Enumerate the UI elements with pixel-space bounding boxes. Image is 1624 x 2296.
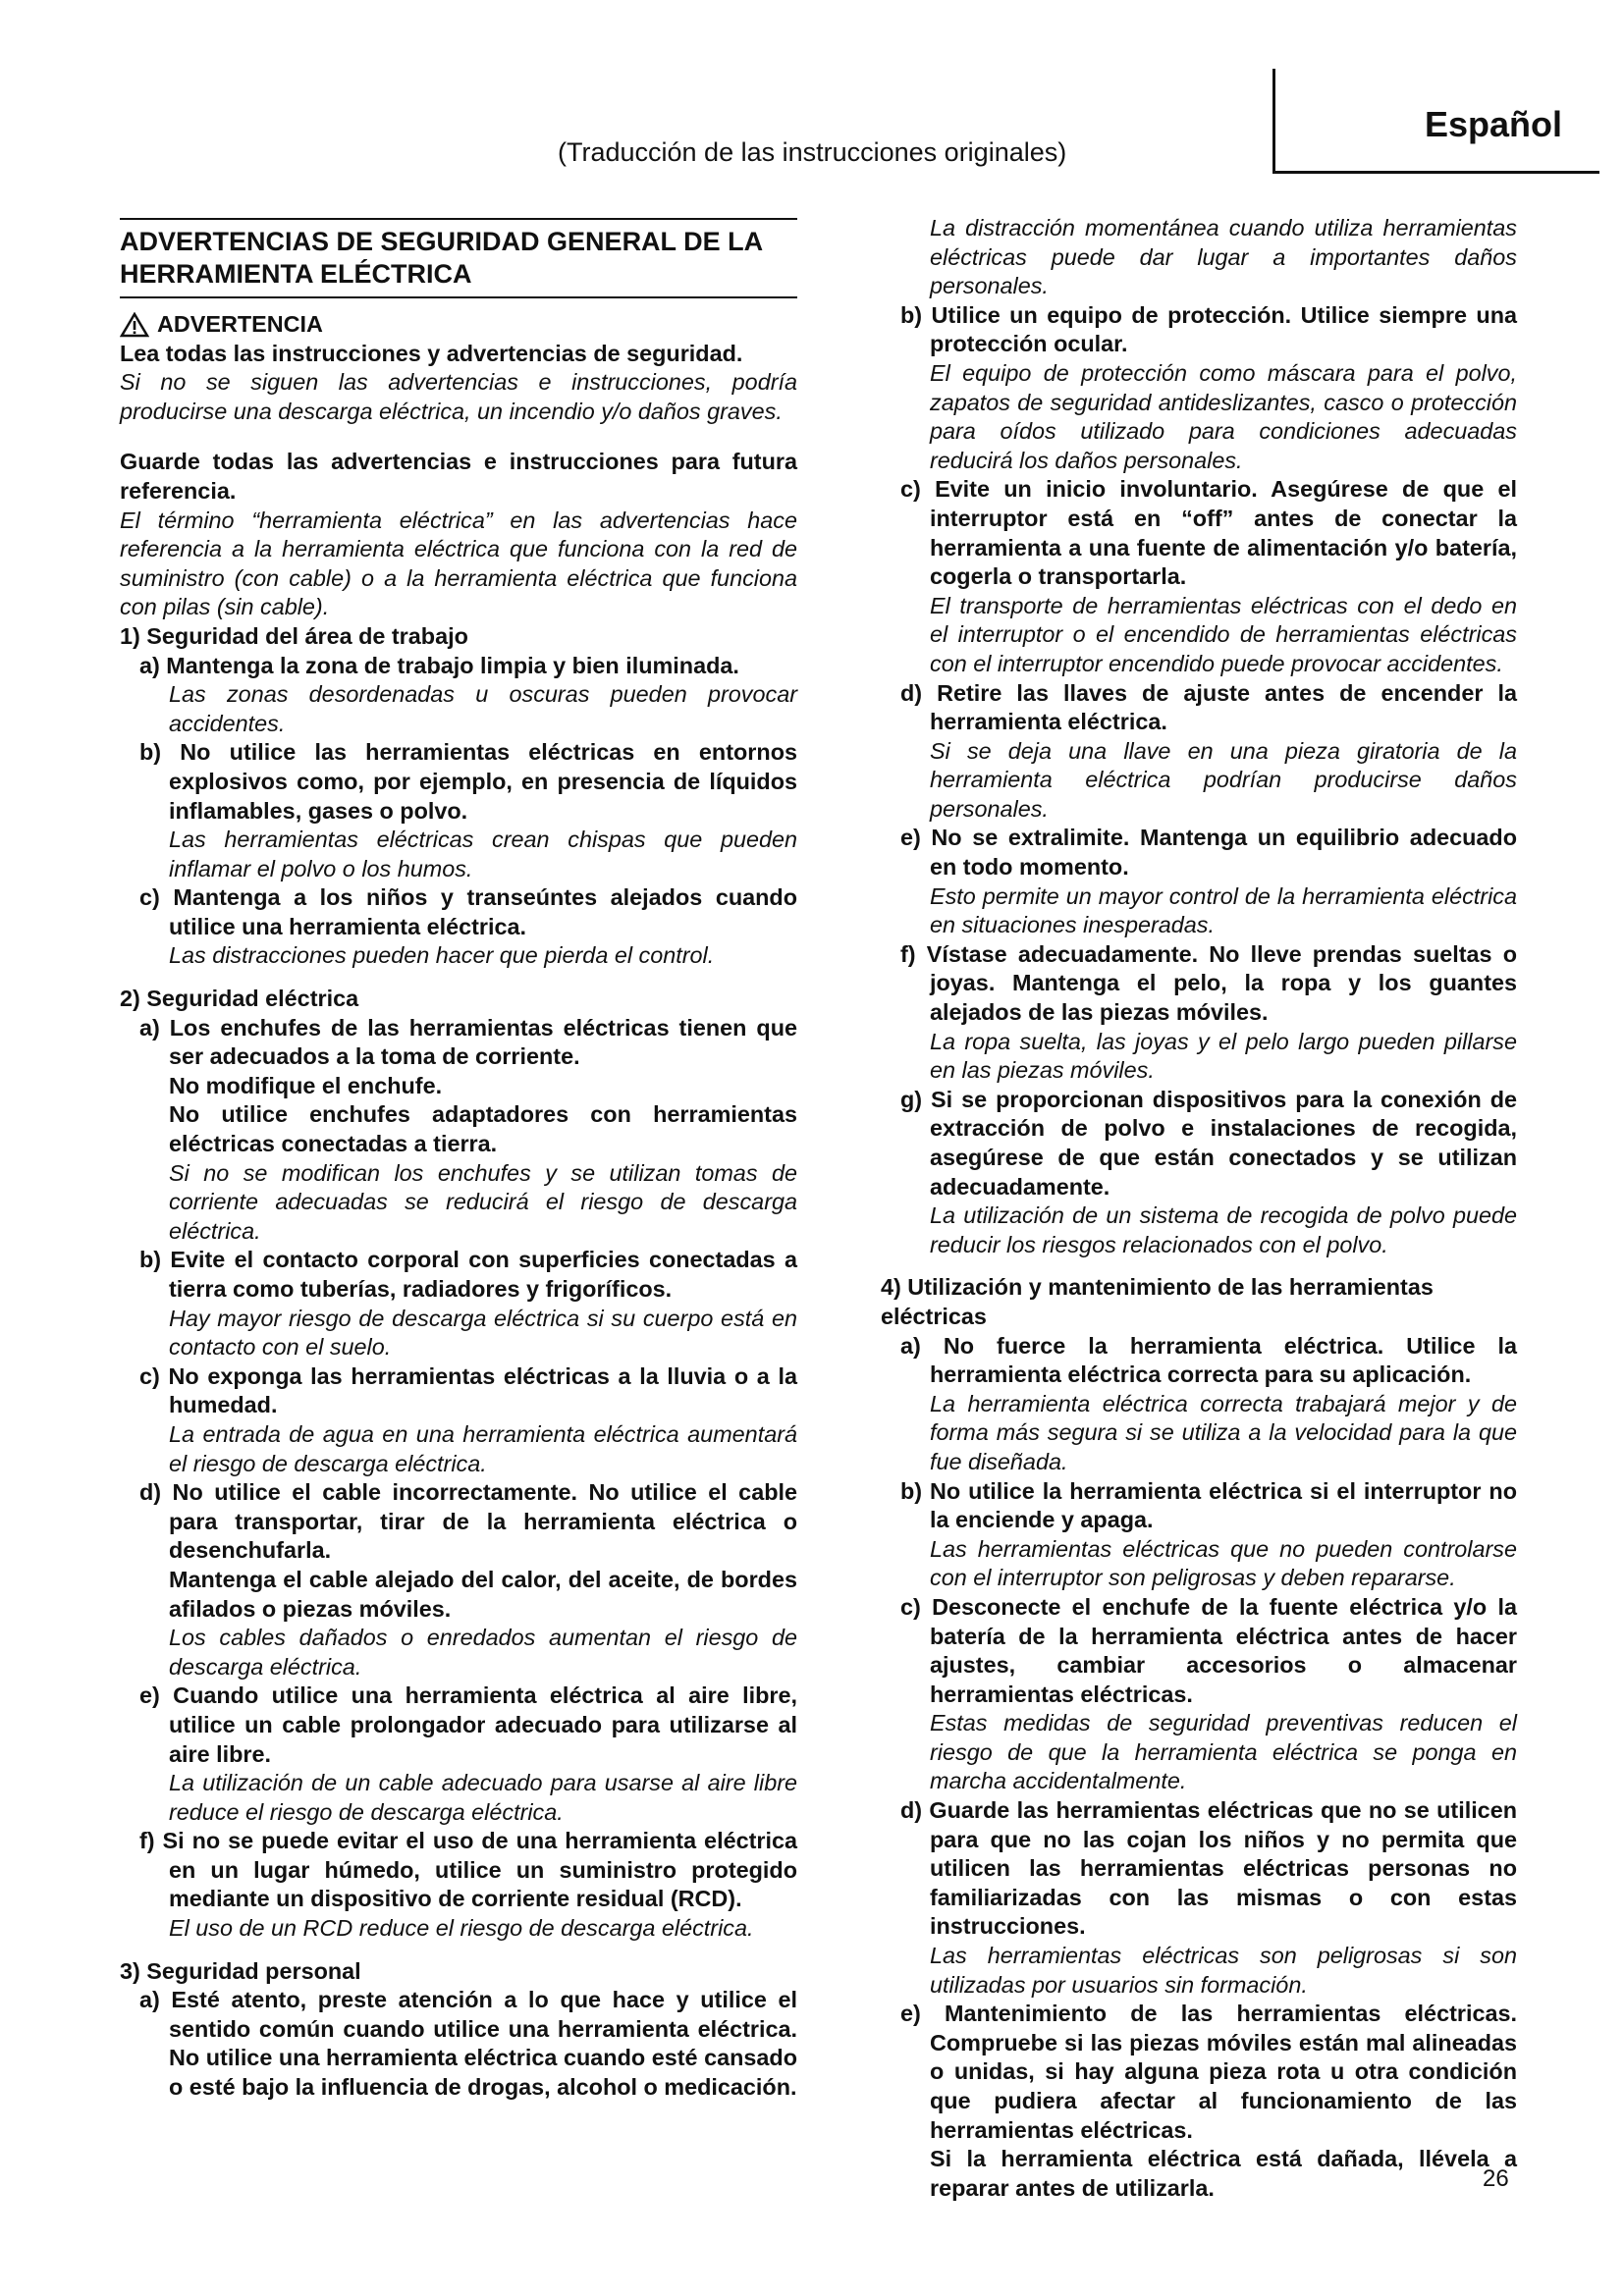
section-tool-use: 4) Utilización y mantenimiento de las herramientas eléctricas xyxy=(881,1274,1434,1329)
item-4c: c) Desconecte el enchufe de la fuente eléctrica y/o la batería de la herramienta eléctrica antes de hacer ajustes, cambiar accesorios o almacenar herramientas eléctricas. xyxy=(900,1593,1517,1707)
item-4e-line2: Si la herramienta eléctrica está dañada, llévela a reparar antes de utilizarla. xyxy=(930,2146,1517,2201)
item-4a: a) No fuerce la herramienta eléctrica. Utilice la herramienta eléctrica correcta para su aplicación. xyxy=(900,1332,1517,1388)
keep-instructions-italic: El término “herramienta eléctrica” en las advertencias hace referencia a la herramienta eléctrica que funciona con la red de suministro (con cable) o a la herramienta eléctrica que funciona con pilas (sin cable). xyxy=(120,507,797,620)
item-2b-note: Hay mayor riesgo de descarga eléctrica si su cuerpo está en contacto con el suelo. xyxy=(169,1305,797,1361)
item-1a: a) Mantenga la zona de trabajo limpia y bien iluminada. xyxy=(139,652,739,678)
item-2b: b) Evite el contacto corporal con superficies conectadas a tierra como tuberías, radiadores y frigoríficos. xyxy=(139,1247,797,1302)
item-4c-note: Estas medidas de seguridad preventivas reducen el riesgo de que la herramienta eléctrica se ponga en marcha accidentalmente. xyxy=(930,1710,1517,1794)
item-4d: d) Guarde las herramientas eléctricas que no se utilicen para que no las cojan los niños y no permita que utilicen las herramientas eléctricas personas no familiarizadas con las mismas o con estas instrucciones. xyxy=(900,1797,1517,1940)
item-2e-note: La utilización de un cable adecuado para usarse al aire libre reduce el riesgo de descarga eléctrica. xyxy=(169,1770,797,1825)
item-1a-note: Las zonas desordenadas u oscuras pueden provocar accidentes. xyxy=(169,681,797,736)
item-3a-note: La distracción momentánea cuando utiliza herramientas eléctricas puede dar lugar a importantes daños personales. xyxy=(930,215,1517,299)
warning-label: ADVERTENCIA xyxy=(157,311,323,337)
item-3e-note: Esto permite un mayor control de la herramienta eléctrica en situaciones inesperadas. xyxy=(930,882,1517,938)
item-2d-note: Los cables dañados o enredados aumentan el riesgo de descarga eléctrica. xyxy=(169,1625,797,1680)
warning-triangle-icon xyxy=(120,312,149,338)
item-2c: c) No exponga las herramientas eléctricas a la lluvia o a la humedad. xyxy=(139,1362,797,1418)
item-3d-note: Si se deja una llave en una pieza giratoria de la herramienta eléctrica podrían producirse daños personales. xyxy=(930,737,1517,822)
item-2a-line3: No utilice enchufes adaptadores con herramientas eléctricas conectadas a tierra. xyxy=(169,1101,797,1157)
section-title-line1: ADVERTENCIAS DE SEGURIDAD GENERAL DE LA xyxy=(120,227,764,256)
item-2c-note: La entrada de agua en una herramienta eléctrica aumentará el riesgo de descarga eléctrica. xyxy=(169,1420,797,1476)
section-electrical: 2) Seguridad eléctrica xyxy=(120,986,359,1012)
keep-instructions-bold: Guarde todas las advertencias e instrucciones para futura referencia. xyxy=(120,449,797,504)
item-4d-note: Las herramientas eléctricas son peligrosas si son utilizadas por usuarios sin formación. xyxy=(930,1943,1517,1998)
item-4e: e) Mantenimiento de las herramientas eléctricas. Compruebe si las piezas móviles están mal alineadas o unidas, si hay alguna pieza rota u otra condición que pudiera afectar al funcionamiento de las herramientas eléctricas. xyxy=(900,2001,1517,2143)
section-title-line2: HERRAMIENTA ELÉCTRICA xyxy=(120,259,472,289)
item-2d-line2: Mantenga el cable alejado del calor, del aceite, de bordes afilados o piezas móviles. xyxy=(169,1566,797,1622)
item-2f: f) Si no se puede evitar el uso de una herramienta eléctrica en un lugar húmedo, utilice un suministro protegido mediante un dispositivo de corriente residual (RCD). xyxy=(139,1828,797,1912)
left-column xyxy=(120,218,797,2103)
intro-italic: Si no se siguen las advertencias e instrucciones, podría producirse una descarga eléctrica, un incendio y/o daños graves. xyxy=(120,369,797,424)
item-2a-note: Si no se modifican los enchufes y se utilizan tomas de corriente adecuadas se reducirá el riesgo de descarga eléctrica. xyxy=(169,1159,797,1244)
item-4a-note: La herramienta eléctrica correcta trabajará mejor y de forma más segura si se utiliza a la velocidad para la que fue diseñada. xyxy=(930,1390,1517,1474)
item-3c-note: El transporte de herramientas eléctricas con el dedo en el interruptor o el encendido de herramientas eléctricas con el interruptor encendido puede provocar accidentes. xyxy=(930,592,1517,676)
section-work-area: 1) Seguridad del área de trabajo xyxy=(120,622,468,649)
item-2a-line2: No modifique el enchufe. xyxy=(169,1072,443,1098)
item-1c-note: Las distracciones pueden hacer que pierda el control. xyxy=(169,942,715,969)
language-label: Español xyxy=(1424,104,1562,144)
item-1b-note: Las herramientas eléctricas crean chispas que pueden inflamar el polvo o los humos. xyxy=(169,827,797,881)
item-1b: b) No utilice las herramientas eléctricas en entornos explosivos como, por ejemplo, en presencia de líquidos inflamables, gases o polvo. xyxy=(139,739,797,824)
warning-heading xyxy=(120,310,797,340)
item-3c: c) Evite un inicio involuntario. Asegúrese de que el interruptor está en “off” antes de conectar la herramienta a una fuente de alimentación y/o batería, cogerla o transportarla. xyxy=(900,476,1517,590)
intro-bold: Lea todas las instrucciones y advertencias de seguridad. xyxy=(120,340,743,366)
item-3g: g) Si se proporcionan dispositivos para la conexión de extracción de polvo e instalaciones de recogida, asegúrese de que están conectados y se utilizan adecuadamente. xyxy=(900,1086,1517,1200)
item-3b: b) Utilice un equipo de protección. Utilice siempre una protección ocular. xyxy=(900,301,1517,357)
page-number: 26 xyxy=(1483,2165,1509,2192)
item-3g-note: La utilización de un sistema de recogida de polvo puede reducir los riesgos relacionados con el polvo. xyxy=(930,1202,1517,1257)
right-column xyxy=(881,215,1517,2203)
title-rule-bottom xyxy=(120,296,797,298)
translation-note: (Traducción de las instrucciones originales) xyxy=(558,137,1067,167)
item-3a: a) Esté atento, preste atención a lo que hace y utilice el sentido común cuando utilice una herramienta eléctrica. No utilice una herramienta eléctrica cuando esté cansado o esté bajo la influencia de drogas, alcohol o medicación. xyxy=(139,1987,797,2101)
item-4b: b) No utilice la herramienta eléctrica si el interruptor no la enciende y apaga. xyxy=(900,1477,1517,1533)
item-3b-note: El equipo de protección como máscara para el polvo, zapatos de seguridad antideslizantes, casco o protección para oídos utilizado para condiciones adecuadas reducirá los daños personales. xyxy=(930,359,1517,473)
item-4b-note: Las herramientas eléctricas que no pueden controlarse con el interruptor son peligrosas y deben repararse. xyxy=(930,1535,1517,1591)
item-2e: e) Cuando utilice una herramienta eléctrica al aire libre, utilice un cable prolongador adecuado para utilizarse al aire libre. xyxy=(139,1682,797,1767)
item-2a: a) Los enchufes de las herramientas eléctricas tienen que ser adecuados a la toma de corriente. xyxy=(139,1014,797,1070)
section-personal: 3) Seguridad personal xyxy=(120,1957,361,1984)
item-3d: d) Retire las llaves de ajuste antes de encender la herramienta eléctrica. xyxy=(900,679,1517,735)
item-1c: c) Mantenga a los niños y transeúntes alejados cuando utilice una herramienta eléctrica. xyxy=(139,884,797,939)
item-3f: f) Vístase adecuadamente. No lleve prendas sueltas o joyas. Mantenga el pelo, la ropa y los guantes alejados de las piezas móviles. xyxy=(900,940,1517,1026)
item-2f-note: El uso de un RCD reduce el riesgo de descarga eléctrica. xyxy=(169,1915,754,1942)
language-tab xyxy=(1272,69,1599,174)
item-3e: e) No se extralimite. Mantenga un equilibrio adecuado en todo momento. xyxy=(900,825,1517,881)
item-2d: d) No utilice el cable incorrectamente. No utilice el cable para transportar, tirar de la herramienta eléctrica o desenchufarla. xyxy=(139,1479,797,1564)
section-title xyxy=(120,220,797,296)
item-3f-note: La ropa suelta, las joyas y el pelo largo pueden pillarse en las piezas móviles. xyxy=(930,1028,1517,1084)
